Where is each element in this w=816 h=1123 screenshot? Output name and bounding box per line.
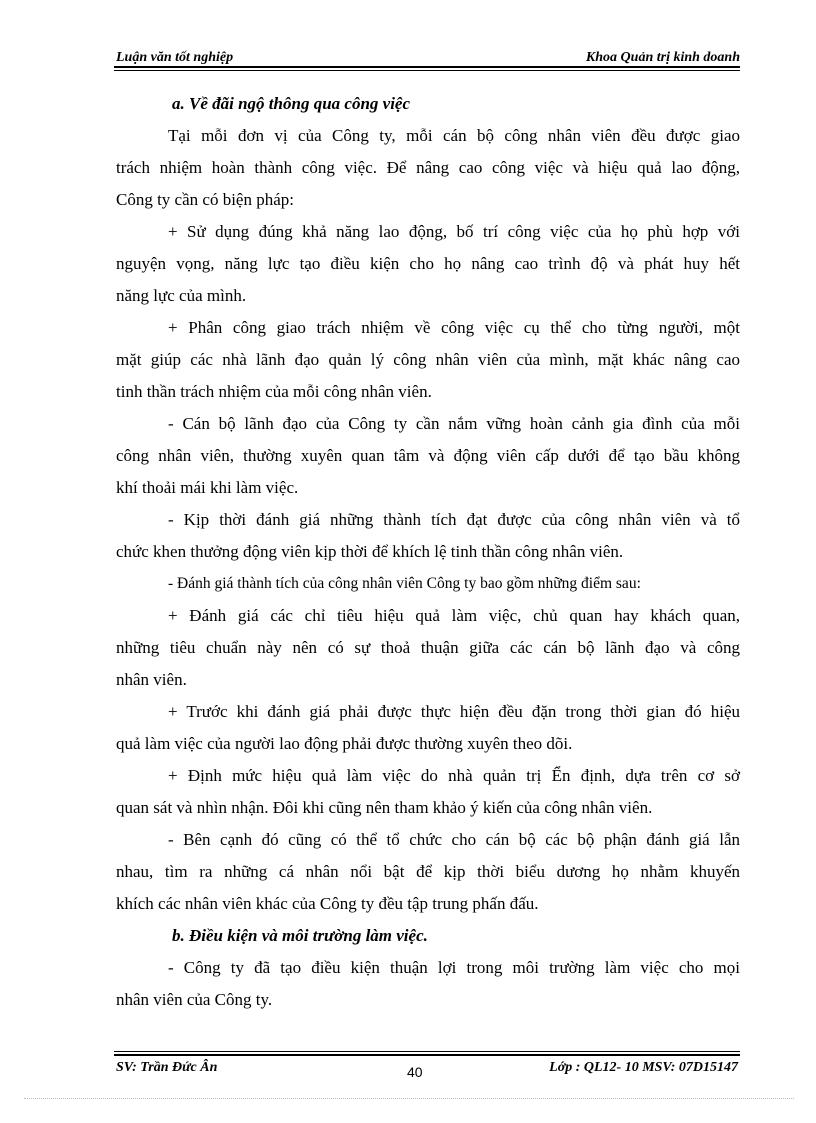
paragraph-line: + Phân công giao trách nhiệm về công việc cụ thể cho từng người, một bbox=[168, 318, 740, 337]
paragraph-line: - Bên cạnh đó cũng có thể tổ chức cho cán bộ các bộ phận đánh giá lẫn bbox=[168, 830, 740, 849]
paragraph-line: công nhân viên, thường xuyên quan tâm và động viên cấp dưới để tạo bầu không bbox=[116, 446, 740, 465]
paragraph-line: tinh thần trách nhiệm của mỗi công nhân viên. bbox=[116, 382, 432, 401]
paragraph-line: Tại mỗi đơn vị của Công ty, mỗi cán bộ công nhân viên đều được giao bbox=[168, 126, 740, 145]
paragraph-line: những tiêu chuẩn này nên có sự thoả thuận giữa các cán bộ lãnh đạo và công bbox=[116, 638, 740, 657]
paragraph-line: năng lực của mình. bbox=[116, 286, 247, 305]
header-faculty-label: Khoa Quản trị kinh doanh bbox=[585, 50, 740, 65]
paragraph-line: Công ty cần có biện pháp: bbox=[116, 190, 294, 209]
header-rule bbox=[114, 66, 740, 68]
paragraph-line: - Công ty đã tạo điều kiện thuận lợi trong môi trường làm việc cho mọi bbox=[168, 958, 740, 977]
paragraph-line: trách nhiệm hoàn thành công việc. Để nâng cao công việc và hiệu quả lao động, bbox=[116, 158, 740, 177]
footer-class-info: Lớp : QL12- 10 MSV: 07D15147 bbox=[549, 1060, 738, 1075]
paragraph-line: - Cán bộ lãnh đạo của Công ty cần nắm vững hoàn cảnh gia đình của mỗi bbox=[168, 414, 740, 433]
paragraph-line: mặt giúp các nhà lãnh đạo quản lý công nhân viên của mình, mặt khác nâng cao bbox=[116, 350, 740, 369]
paragraph-line: + Đánh giá các chỉ tiêu hiệu quả làm việc, chủ quan hay khách quan, bbox=[168, 606, 740, 625]
footer-student-name: SV: Trần Đức Ân bbox=[116, 1060, 218, 1075]
page-body bbox=[116, 88, 740, 1016]
footer-rule-thin bbox=[114, 1051, 740, 1052]
paragraph-line: khí thoải mái khi làm việc. bbox=[116, 478, 299, 497]
page-bottom-dotted-line bbox=[24, 1098, 794, 1099]
section-heading-a: a. Về đãi ngộ thông qua công việc bbox=[172, 94, 411, 113]
footer-rule bbox=[114, 1054, 740, 1056]
header-thesis-label: Luận văn tốt nghiệp bbox=[116, 50, 234, 65]
header-rule-thin bbox=[114, 70, 740, 71]
paragraph-line: chức khen thưởng động viên kịp thời để khích lệ tinh thần công nhân viên. bbox=[116, 542, 624, 561]
paragraph-line: nhân viên. bbox=[116, 670, 187, 689]
paragraph-line: nguyện vọng, năng lực tạo điều kiện cho họ nâng cao trình độ và phát huy hết bbox=[116, 254, 740, 273]
paragraph-line: khích các nhân viên khác của Công ty đều tập trung phấn đấu. bbox=[116, 894, 539, 913]
paragraph-line: - Kịp thời đánh giá những thành tích đạt được của công nhân viên và tổ bbox=[168, 510, 740, 529]
paragraph-line: quan sát và nhìn nhận. Đôi khi cũng nên tham khảo ý kiến của công nhân viên. bbox=[116, 798, 653, 817]
section-heading-b: b. Điều kiện và môi trường làm việc. bbox=[172, 926, 428, 945]
paragraph-line: + Định mức hiệu quả làm việc do nhà quản trị Ển định, dựa trên cơ sở bbox=[168, 766, 740, 785]
paragraph-line: + Sử dụng đúng khả năng lao động, bố trí công việc của họ phù hợp với bbox=[168, 222, 740, 241]
page-footer bbox=[114, 1058, 740, 1080]
paragraph-line: - Đánh giá thành tích của công nhân viên Công ty bao gồm những điểm sau: bbox=[168, 575, 641, 592]
paragraph-line: quả làm việc của người lao động phải được thường xuyên theo dõi. bbox=[116, 734, 573, 753]
page-number: 40 bbox=[407, 1064, 423, 1080]
paragraph-line: nhau, tìm ra những cá nhân nổi bật để kịp thời biểu dương họ nhằm khuyến bbox=[116, 862, 740, 881]
paragraph-line: + Trước khi đánh giá phải được thực hiện đều đặn trong thời gian đó hiệu bbox=[168, 702, 740, 721]
paragraph-line: nhân viên của Công ty. bbox=[116, 990, 273, 1009]
